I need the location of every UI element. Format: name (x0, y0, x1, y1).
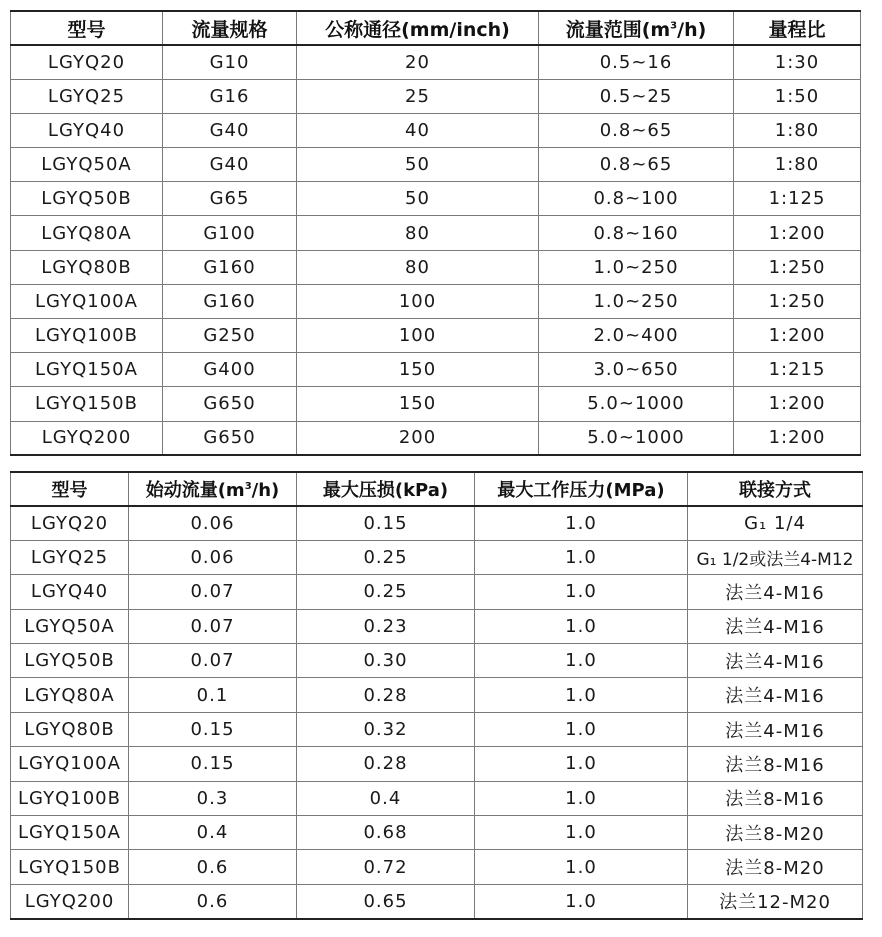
header-max-pressure-loss: 最大压损(kPa) (297, 472, 475, 506)
cell-max-working-pressure: 1.0 (475, 644, 688, 678)
cell-connection-type: 法兰8-M20 (688, 850, 863, 884)
cell-flow-spec: G65 (163, 182, 297, 216)
cell-max-pressure-loss: 0.25 (297, 540, 475, 574)
cell-connection-type: 法兰4-M16 (688, 575, 863, 609)
cell-max-working-pressure: 1.0 (475, 850, 688, 884)
cell-start-flow: 0.6 (129, 850, 297, 884)
cell-turndown-ratio: 1:200 (734, 216, 861, 250)
cell-connection-type: G₁ 1/4 (688, 506, 863, 540)
cell-connection-type: 法兰8-M16 (688, 781, 863, 815)
cell-turndown-ratio: 1:250 (734, 250, 861, 284)
header-start-flow-sup: 3 (244, 481, 252, 492)
cell-max-working-pressure: 1.0 (475, 575, 688, 609)
cell-turndown-ratio: 1:125 (734, 182, 861, 216)
table-row (11, 712, 863, 746)
header-flow-range-unit: /h) (677, 18, 707, 41)
table-header-row (11, 11, 861, 45)
cell-nominal-diameter: 50 (297, 148, 539, 182)
cell-nominal-diameter: 100 (297, 284, 539, 318)
cell-turndown-ratio: 1:30 (734, 45, 861, 79)
cell-connection-type: 法兰8-M20 (688, 816, 863, 850)
cell-turndown-ratio: 1:80 (734, 148, 861, 182)
cell-max-pressure-loss: 0.28 (297, 747, 475, 781)
cell-model: LGYQ150A (11, 816, 129, 850)
table-row (11, 609, 863, 643)
cell-max-working-pressure: 1.0 (475, 678, 688, 712)
cell-flow-spec: G40 (163, 113, 297, 147)
cell-model: LGYQ50B (11, 182, 163, 216)
cell-connection-type: 法兰4-M16 (688, 712, 863, 746)
cell-max-pressure-loss: 0.23 (297, 609, 475, 643)
header-model: 型号 (11, 11, 163, 45)
cell-start-flow: 0.07 (129, 575, 297, 609)
table-row (11, 113, 861, 147)
cell-flow-range: 1.0~250 (539, 284, 734, 318)
cell-model: LGYQ40 (11, 575, 129, 609)
table-row (11, 781, 863, 815)
cell-nominal-diameter: 40 (297, 113, 539, 147)
table-row (11, 284, 861, 318)
header-flow-range-sup: 3 (670, 20, 678, 32)
cell-flow-range: 0.5~16 (539, 45, 734, 79)
header-start-flow (129, 472, 297, 506)
cell-max-pressure-loss: 0.32 (297, 712, 475, 746)
cell-flow-spec: G650 (163, 387, 297, 421)
cell-max-pressure-loss: 0.68 (297, 816, 475, 850)
cell-nominal-diameter: 150 (297, 353, 539, 387)
cell-max-pressure-loss: 0.25 (297, 575, 475, 609)
cell-turndown-ratio: 1:250 (734, 284, 861, 318)
table-row (11, 816, 863, 850)
cell-max-working-pressure: 1.0 (475, 506, 688, 540)
cell-flow-range: 3.0~650 (539, 353, 734, 387)
cell-flow-spec: G160 (163, 250, 297, 284)
cell-start-flow: 0.06 (129, 540, 297, 574)
cell-nominal-diameter: 25 (297, 79, 539, 113)
cell-model: LGYQ20 (11, 506, 129, 540)
table-row (11, 850, 863, 884)
pressure-spec-table (10, 471, 863, 920)
cell-flow-range: 0.8~65 (539, 148, 734, 182)
cell-flow-range: 0.8~65 (539, 113, 734, 147)
cell-model: LGYQ20 (11, 45, 163, 79)
table-row (11, 216, 861, 250)
table-row (11, 540, 863, 574)
cell-connection-type: 法兰4-M16 (688, 678, 863, 712)
cell-start-flow: 0.6 (129, 884, 297, 918)
cell-flow-spec: G16 (163, 79, 297, 113)
cell-model: LGYQ50A (11, 609, 129, 643)
cell-model: LGYQ150B (11, 387, 163, 421)
cell-model: LGYQ50A (11, 148, 163, 182)
cell-turndown-ratio: 1:200 (734, 421, 861, 455)
cell-model: LGYQ80B (11, 712, 129, 746)
cell-turndown-ratio: 1:50 (734, 79, 861, 113)
cell-max-working-pressure: 1.0 (475, 884, 688, 918)
cell-start-flow: 0.3 (129, 781, 297, 815)
table-row (11, 45, 861, 79)
cell-max-pressure-loss: 0.72 (297, 850, 475, 884)
table-row (11, 884, 863, 918)
table-row (11, 387, 861, 421)
cell-max-pressure-loss: 0.30 (297, 644, 475, 678)
cell-start-flow: 0.15 (129, 712, 297, 746)
cell-nominal-diameter: 100 (297, 319, 539, 353)
header-start-flow-unit: /h) (251, 480, 280, 501)
cell-max-pressure-loss: 0.15 (297, 506, 475, 540)
cell-connection-type: 法兰4-M16 (688, 644, 863, 678)
table-row (11, 747, 863, 781)
cell-turndown-ratio: 1:215 (734, 353, 861, 387)
cell-model: LGYQ100A (11, 747, 129, 781)
table1-body (11, 45, 861, 455)
cell-model: LGYQ200 (11, 421, 163, 455)
table-header-row (11, 472, 863, 506)
cell-model: LGYQ25 (11, 79, 163, 113)
cell-nominal-diameter: 80 (297, 216, 539, 250)
header-start-flow-text: 始动流量(m (145, 480, 245, 501)
cell-model: LGYQ150B (11, 850, 129, 884)
cell-max-pressure-loss: 0.4 (297, 781, 475, 815)
cell-model: LGYQ150A (11, 353, 163, 387)
cell-turndown-ratio: 1:200 (734, 319, 861, 353)
cell-model: LGYQ80B (11, 250, 163, 284)
table-row (11, 182, 861, 216)
cell-flow-spec: G650 (163, 421, 297, 455)
header-flow-range (539, 11, 734, 45)
cell-turndown-ratio: 1:80 (734, 113, 861, 147)
header-connection-type: 联接方式 (688, 472, 863, 506)
cell-model: LGYQ80A (11, 216, 163, 250)
table-row (11, 148, 861, 182)
header-model: 型号 (11, 472, 129, 506)
cell-nominal-diameter: 80 (297, 250, 539, 284)
cell-flow-range: 2.0~400 (539, 319, 734, 353)
cell-model: LGYQ200 (11, 884, 129, 918)
cell-flow-spec: G160 (163, 284, 297, 318)
cell-flow-range: 0.8~160 (539, 216, 734, 250)
table-row (11, 421, 861, 455)
cell-model: LGYQ100B (11, 781, 129, 815)
cell-max-working-pressure: 1.0 (475, 609, 688, 643)
cell-start-flow: 0.07 (129, 644, 297, 678)
cell-turndown-ratio: 1:200 (734, 387, 861, 421)
cell-flow-spec: G100 (163, 216, 297, 250)
table-row (11, 250, 861, 284)
table-row (11, 319, 861, 353)
cell-max-working-pressure: 1.0 (475, 712, 688, 746)
cell-connection-type: 法兰4-M16 (688, 609, 863, 643)
cell-nominal-diameter: 200 (297, 421, 539, 455)
cell-start-flow: 0.07 (129, 609, 297, 643)
cell-connection-type: G₁ 1/2或法兰4-M12 (688, 540, 863, 574)
cell-model: LGYQ25 (11, 540, 129, 574)
table-row (11, 506, 863, 540)
cell-nominal-diameter: 150 (297, 387, 539, 421)
table-row (11, 678, 863, 712)
cell-start-flow: 0.06 (129, 506, 297, 540)
cell-nominal-diameter: 50 (297, 182, 539, 216)
cell-flow-spec: G400 (163, 353, 297, 387)
header-max-working-pressure: 最大工作压力(MPa) (475, 472, 688, 506)
table-row (11, 575, 863, 609)
header-turndown-ratio: 量程比 (734, 11, 861, 45)
cell-flow-range: 1.0~250 (539, 250, 734, 284)
cell-flow-range: 0.5~25 (539, 79, 734, 113)
cell-flow-spec: G40 (163, 148, 297, 182)
cell-flow-range: 5.0~1000 (539, 421, 734, 455)
cell-start-flow: 0.4 (129, 816, 297, 850)
cell-max-working-pressure: 1.0 (475, 540, 688, 574)
cell-model: LGYQ50B (11, 644, 129, 678)
cell-flow-range: 5.0~1000 (539, 387, 734, 421)
cell-max-pressure-loss: 0.28 (297, 678, 475, 712)
cell-connection-type: 法兰12-M20 (688, 884, 863, 918)
cell-start-flow: 0.15 (129, 747, 297, 781)
cell-flow-range: 0.8~100 (539, 182, 734, 216)
table-row (11, 79, 861, 113)
table-row (11, 353, 861, 387)
cell-model: LGYQ100A (11, 284, 163, 318)
cell-max-working-pressure: 1.0 (475, 747, 688, 781)
table2-body (11, 506, 863, 919)
table-row (11, 644, 863, 678)
header-flow-spec: 流量规格 (163, 11, 297, 45)
cell-model: LGYQ80A (11, 678, 129, 712)
cell-connection-type: 法兰8-M16 (688, 747, 863, 781)
cell-model: LGYQ40 (11, 113, 163, 147)
cell-max-working-pressure: 1.0 (475, 781, 688, 815)
header-nominal-diameter: 公称通径(mm/inch) (297, 11, 539, 45)
cell-model: LGYQ100B (11, 319, 163, 353)
cell-max-pressure-loss: 0.65 (297, 884, 475, 918)
header-flow-range-text: 流量范围(m (565, 18, 671, 41)
flow-spec-table (10, 10, 861, 456)
cell-flow-spec: G250 (163, 319, 297, 353)
cell-nominal-diameter: 20 (297, 45, 539, 79)
cell-flow-spec: G10 (163, 45, 297, 79)
cell-start-flow: 0.1 (129, 678, 297, 712)
cell-max-working-pressure: 1.0 (475, 816, 688, 850)
